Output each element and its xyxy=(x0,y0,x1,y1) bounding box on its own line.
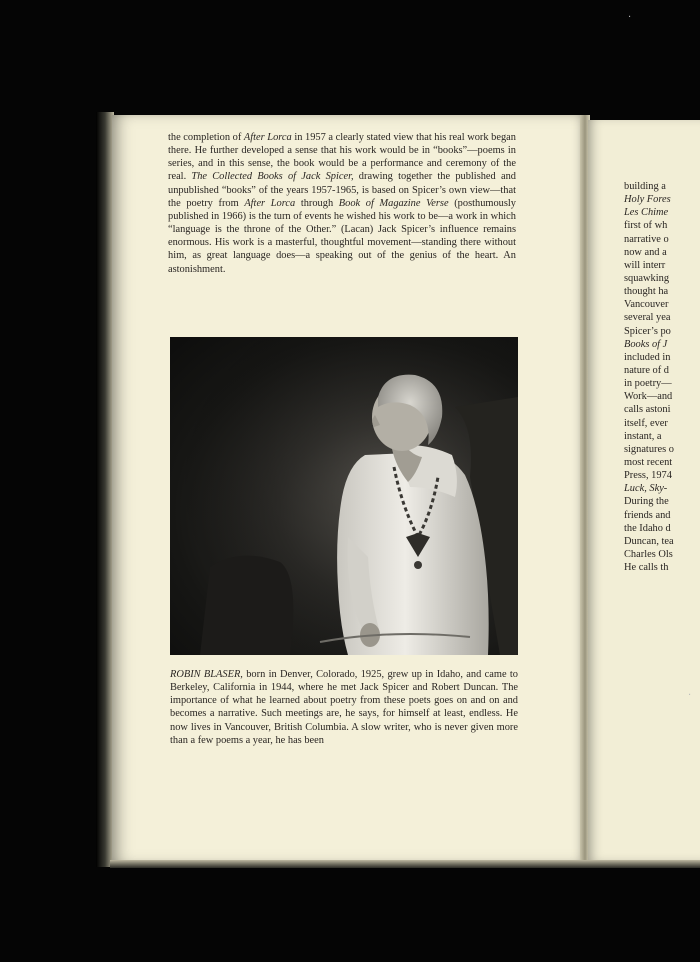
text-run: in 1957 a clearly stated view that his real work began there. He further developed a sense that his work would be in “books”—poems in series, and in this sense, the book would be a performance and ceremony of the real. xyxy=(168,132,516,183)
text-run: He calls th xyxy=(624,562,669,574)
right-page-line xyxy=(624,509,700,522)
text-run: now and a xyxy=(624,246,667,258)
text-run: the Idaho d xyxy=(624,522,671,534)
right-page-line xyxy=(624,219,700,232)
right-page-line xyxy=(624,338,700,351)
text-run: narrative o xyxy=(624,233,669,245)
text-run: Charles Ols xyxy=(624,548,673,560)
text-run: nature of d xyxy=(624,364,670,376)
right-page-line xyxy=(624,561,700,574)
right-page-line xyxy=(624,390,700,403)
text-run: instant, a xyxy=(624,430,662,442)
right-page-line xyxy=(624,364,700,377)
italic-text-run: ROBIN BLASER, xyxy=(170,669,243,680)
right-page-line xyxy=(624,325,700,338)
right-page-line xyxy=(624,246,700,259)
author-photo-illustration xyxy=(170,337,518,655)
italic-text-run: The Collected Books of Jack Spicer, xyxy=(191,171,354,183)
text-run: several yea xyxy=(624,312,671,324)
text-run: Vancouver xyxy=(624,299,669,311)
left-page xyxy=(112,115,582,863)
text-run: will interr xyxy=(624,259,666,271)
right-page-line xyxy=(624,548,700,561)
author-photo xyxy=(170,337,518,655)
right-page-line xyxy=(624,272,700,285)
italic-text-run: Holy Fores xyxy=(624,194,671,206)
text-run: the completion of xyxy=(168,132,244,143)
right-page-line xyxy=(624,522,700,535)
right-page-line xyxy=(624,206,700,219)
text-run: friends and xyxy=(624,509,671,521)
right-page-line xyxy=(624,535,700,548)
author-bio-caption xyxy=(170,668,518,747)
text-run: Spicer’s po xyxy=(624,325,671,337)
right-page-text xyxy=(624,180,700,574)
book-edge-bottom xyxy=(110,860,700,868)
right-page-line xyxy=(624,482,700,495)
right-page-line xyxy=(624,403,700,416)
right-page-line xyxy=(624,311,700,324)
right-page-line xyxy=(624,495,700,508)
text-run: thought ha xyxy=(624,286,669,298)
text-run: itself, ever xyxy=(624,417,668,429)
right-page-line xyxy=(624,259,700,272)
text-run: Duncan, tea xyxy=(624,535,674,547)
italic-text-run: After Lorca xyxy=(243,132,292,143)
right-page-line xyxy=(624,351,700,364)
right-page xyxy=(588,120,700,860)
right-page-line xyxy=(624,469,700,482)
right-page-line xyxy=(624,417,700,430)
top-paragraph xyxy=(168,131,516,276)
text-run: (posthumously published in 1966) is the turn of events he wished his work to be—a work in which “language is the throne of the Other.” (Lacan) Jack Spicer’s influence remains enormous. His work is a masterful, thoughtful movement—standing there without him, as great language does—a speaking out of the genius of the heart. An astonishment. xyxy=(168,197,516,275)
italic-text-run: Les Chime xyxy=(624,207,669,219)
text-run: squawking xyxy=(624,272,670,284)
text-run: first of wh xyxy=(624,220,668,232)
text-run: Work—and xyxy=(624,391,673,403)
right-page-line xyxy=(624,180,700,193)
right-page-line xyxy=(624,285,700,298)
right-page-line xyxy=(624,430,700,443)
right-page-line xyxy=(624,377,700,390)
scan-dust-mark: · xyxy=(688,690,692,701)
right-page-line xyxy=(624,193,700,206)
text-run: included in xyxy=(624,351,671,363)
text-run: in poetry— xyxy=(624,378,672,390)
text-run: calls astoni xyxy=(624,404,671,416)
italic-text-run: Luck, Sky- xyxy=(624,483,668,495)
text-run: drawing together the published and unpublished “books” of the years 1957-1965, is based on Spicer’s own view—that the poetry from xyxy=(168,171,516,209)
text-run: During the xyxy=(624,496,669,508)
right-page-line xyxy=(624,233,700,246)
text-run: signatures o xyxy=(624,443,674,455)
text-run: most recent xyxy=(624,456,673,468)
italic-text-run: Book of Magazine Verse xyxy=(338,197,449,209)
right-page-line xyxy=(624,443,700,456)
italic-text-run: Books of J xyxy=(624,338,668,350)
right-page-line xyxy=(624,298,700,311)
text-run: Press, 1974 xyxy=(624,470,672,482)
italic-text-run: After Lorca xyxy=(244,197,296,209)
text-run: born in Denver, Colorado, 1925, grew up in Idaho, and came to Berkeley, California in 1944, where he met Jack Spicer and Robert Duncan. The importance of what he learned about poetry from these poets goes on and on and becomes a narrative. Such meetings are, he says, for himself at least, endless. He now lives in Vancouver, British Columbia. A slow writer, who is never given more than a few poems a year, he has been xyxy=(170,669,518,746)
text-run: through xyxy=(295,197,339,209)
text-run: building a xyxy=(624,181,666,192)
scan-dust-mark: · xyxy=(628,12,632,23)
right-page-line xyxy=(624,456,700,469)
